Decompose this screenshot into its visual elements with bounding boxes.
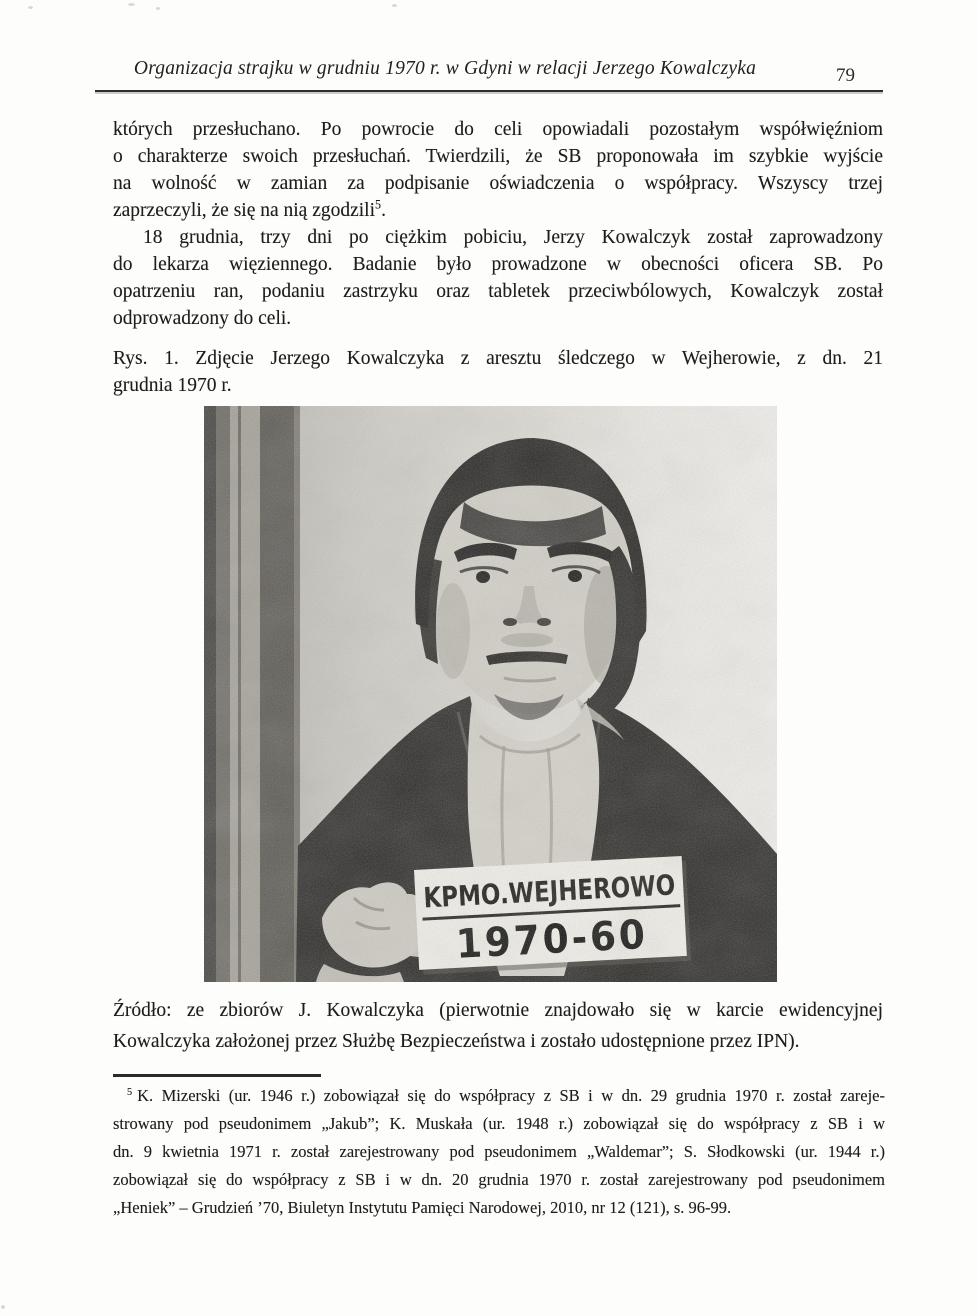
- sign-text-line2: 1970-60: [454, 911, 662, 968]
- text-run: K. Mizerski (ur. 1946 r.) zobowiązał się do współpracy z SB i w dn. 29 grudnia 1970 r. został zareje-: [137, 1086, 885, 1105]
- running-header-title: Organizacja strajku w grudniu 1970 r. w Gdyni w relacji Jerzego Kowalczyka: [133, 58, 757, 79]
- text-line: o charakterze swoich przesłuchań. Twierdzili, że SB proponowała im szybkie wyjście: [113, 146, 883, 167]
- blotch-overlay: [204, 406, 777, 982]
- footnote-marker: 5: [127, 1086, 133, 1098]
- footnote: [113, 1082, 885, 1222]
- text-line: Źródło: ze zbiorów J. Kowalczyka (pierwotnie znajdowało się w karcie ewidencyjnej: [113, 1000, 883, 1021]
- header-rule: [95, 90, 883, 92]
- page-number: 79: [836, 65, 855, 86]
- text-line: Kowalczyka założonej przez Służbę Bezpieczeństwa i zostało udostępnione przez IPN).: [113, 1031, 800, 1052]
- paragraph-2: [113, 224, 883, 332]
- text-line: „Heniek” – Grudzień ’70, Biuletyn Instytutu Pamięci Narodowej, 2010, nr 12 (121), s. 96-99.: [113, 1198, 732, 1217]
- text-line: dn. 9 kwietnia 1971 r. został zarejestrowany pod pseudonimem „Waldemar”; S. Słodkowski (ur. 1944 r.): [113, 1142, 885, 1161]
- sign-text-line1: KPMO.WEJHEROWO: [422, 865, 731, 915]
- figure-source: [113, 995, 883, 1057]
- text-line: grudnia 1970 r.: [113, 375, 232, 396]
- scan-speck: [392, 4, 397, 7]
- text-line: 18 grudnia, trzy dni po ciężkim pobiciu, Jerzy Kowalczyk został zaprowadzony: [143, 227, 883, 248]
- text-line: na wolność w zamian za podpisanie oświadczenia o współpracy. Wszyscy trzej: [113, 173, 883, 194]
- text-run: zaprzeczyli, że się na nią zgodzili: [113, 200, 376, 221]
- footnote-rule: [113, 1074, 321, 1077]
- mugshot-photo: [204, 406, 777, 982]
- scan-speck: [128, 3, 135, 6]
- text-line: opatrzeniu ran, podaniu zastrzyku oraz tabletek przeciwbólowych, Kowalczyk został: [113, 281, 883, 302]
- paragraph-1: [113, 116, 883, 224]
- text-line: których przesłuchano. Po powrocie do celi opowiadali pozostałym współwięźniom: [113, 119, 883, 140]
- text-line: do lekarza więziennego. Badanie było prowadzone w obecności oficera SB. Po: [113, 254, 883, 275]
- scan-speck: [28, 6, 33, 9]
- text-line: strowany pod pseudonimem „Jakub”; K. Muskała (ur. 1948 r.) zobowiązał się do współpracy z SB i w: [113, 1114, 885, 1133]
- scan-speck: [156, 7, 160, 10]
- text-run: .: [381, 200, 386, 221]
- figure-caption: [113, 345, 883, 399]
- mugshot-illustration: [204, 406, 777, 982]
- scan-speck: [1, 1305, 5, 1309]
- text-line: zobowiązał się do współpracy z SB i w dn. 20 grudnia 1970 r. został zarejestrowany pod pseudonimem: [113, 1170, 885, 1189]
- text-line: Rys. 1. Zdjęcie Jerzego Kowalczyka z aresztu śledczego w Wejherowie, z dn. 21: [113, 348, 883, 369]
- footnote-reference: 5: [375, 197, 382, 212]
- text-line: [113, 1082, 885, 1110]
- text-line: odprowadzony do celi.: [113, 308, 292, 329]
- text-line: [113, 197, 883, 224]
